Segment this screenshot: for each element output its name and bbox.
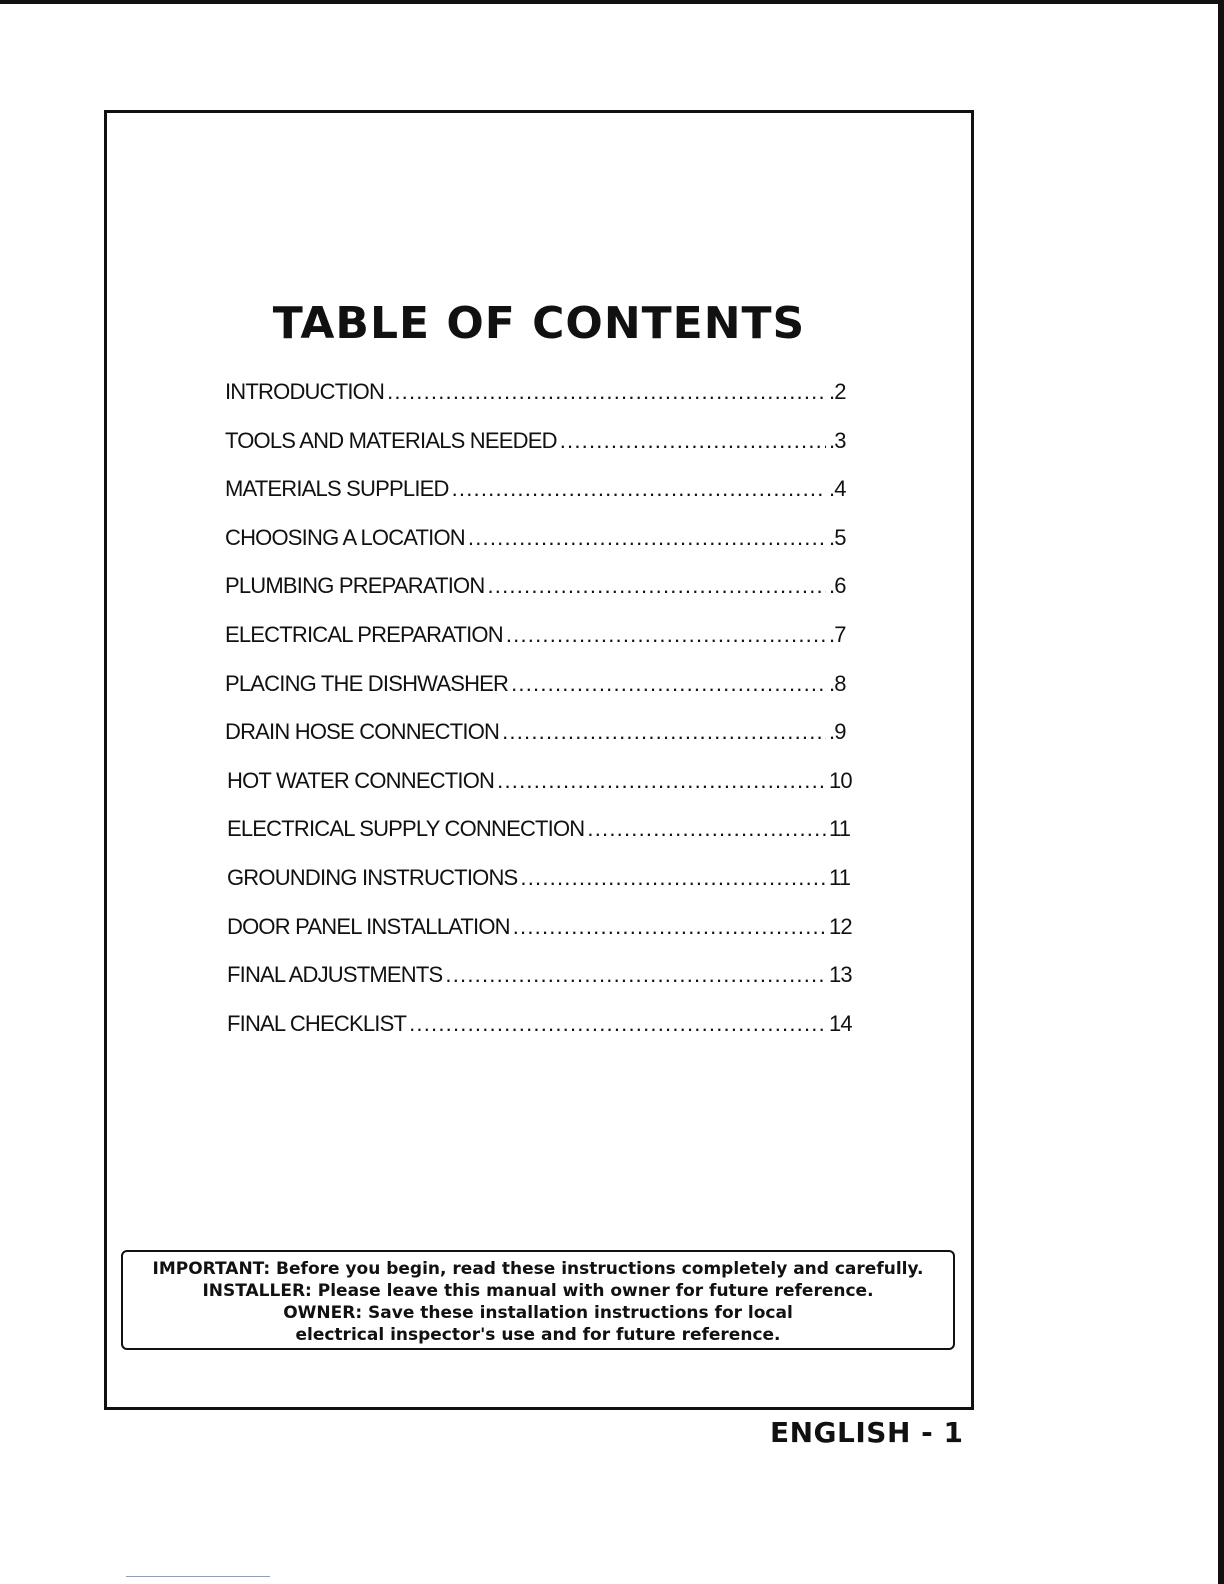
toc-entry[interactable] <box>227 914 855 963</box>
toc-label: DOOR PANEL INSTALLATION <box>227 913 510 939</box>
toc-entry[interactable] <box>227 768 855 817</box>
notice-important: IMPORTANT: Before you begin, read these instructions completely and carefully. <box>152 1259 924 1279</box>
toc-page-number: .8 <box>829 670 846 696</box>
toc-label: ELECTRICAL SUPPLY CONNECTION <box>227 816 585 842</box>
toc-page-number: 13 <box>829 962 852 988</box>
toc-leader <box>587 816 826 842</box>
scan-mark <box>126 1576 270 1577</box>
toc-entry[interactable] <box>225 622 855 671</box>
scan-edge-top <box>0 0 1224 4</box>
toc-page-number: .5 <box>829 524 846 550</box>
toc-entry[interactable] <box>225 719 855 768</box>
toc-entry[interactable] <box>227 816 855 865</box>
toc-leader <box>452 476 826 502</box>
notice-owner: OWNER: Save these installation instructions for local <box>283 1303 793 1323</box>
toc-leader <box>445 962 826 988</box>
toc-label: PLACING THE DISHWASHER <box>225 670 509 696</box>
toc-label: FINAL CHECKLIST <box>227 1010 407 1036</box>
toc-leader <box>506 622 826 648</box>
toc-leader <box>513 914 826 940</box>
toc-label: MATERIALS SUPPLIED <box>225 476 449 502</box>
important-notice-box <box>121 1250 955 1350</box>
page-label: ENGLISH - 1 <box>770 1416 964 1449</box>
toc-label: TOOLS AND MATERIALS NEEDED <box>225 427 557 453</box>
toc-page-number: .4 <box>829 476 846 502</box>
table-of-contents <box>225 379 855 1059</box>
notice-installer: INSTALLER: Please leave this manual with owner for future reference. <box>202 1281 874 1301</box>
toc-leader <box>487 573 826 599</box>
toc-leader <box>502 719 826 745</box>
toc-entry[interactable] <box>227 1011 855 1060</box>
toc-page-number: .3 <box>829 427 846 453</box>
toc-page-number: 10 <box>829 767 852 793</box>
notice-owner-continued: electrical inspector's use and for future reference. <box>295 1325 781 1345</box>
toc-label: PLUMBING PREPARATION <box>225 573 485 599</box>
toc-leader <box>520 865 826 891</box>
toc-leader <box>409 1011 826 1037</box>
toc-entry[interactable] <box>227 962 855 1011</box>
toc-page-number: 14 <box>829 1010 852 1036</box>
toc-page-number: 11 <box>829 864 851 890</box>
toc-label: FINAL ADJUSTMENTS <box>227 962 443 988</box>
toc-page-number: .2 <box>829 379 846 404</box>
toc-entry[interactable] <box>227 865 855 914</box>
toc-leader <box>387 379 826 405</box>
toc-entry[interactable] <box>225 671 855 720</box>
toc-leader <box>560 428 826 454</box>
toc-entry[interactable] <box>225 428 855 477</box>
toc-leader <box>468 525 826 551</box>
toc-entry[interactable] <box>225 525 855 574</box>
toc-label: GROUNDING INSTRUCTIONS <box>227 864 518 890</box>
toc-page-number: 11 <box>829 816 851 842</box>
toc-label: ELECTRICAL PREPARATION <box>225 621 503 647</box>
scan-edge-right <box>1218 0 1224 1584</box>
toc-entry[interactable] <box>225 573 855 622</box>
toc-label: DRAIN HOSE CONNECTION <box>225 719 500 745</box>
toc-entry[interactable] <box>225 476 855 525</box>
toc-entry[interactable] <box>225 379 855 428</box>
toc-label: CHOOSING A LOCATION <box>225 524 465 550</box>
toc-page-number: .9 <box>829 719 846 745</box>
page-title: TABLE OF CONTENTS <box>272 298 806 349</box>
toc-page-number: .6 <box>829 573 846 599</box>
toc-page-number: 12 <box>829 913 852 939</box>
page-frame <box>104 110 974 1410</box>
toc-label: INTRODUCTION <box>225 379 385 404</box>
toc-page-number: .7 <box>829 621 846 647</box>
toc-label: HOT WATER CONNECTION <box>227 767 495 793</box>
toc-leader <box>511 671 826 697</box>
toc-leader <box>497 768 826 794</box>
